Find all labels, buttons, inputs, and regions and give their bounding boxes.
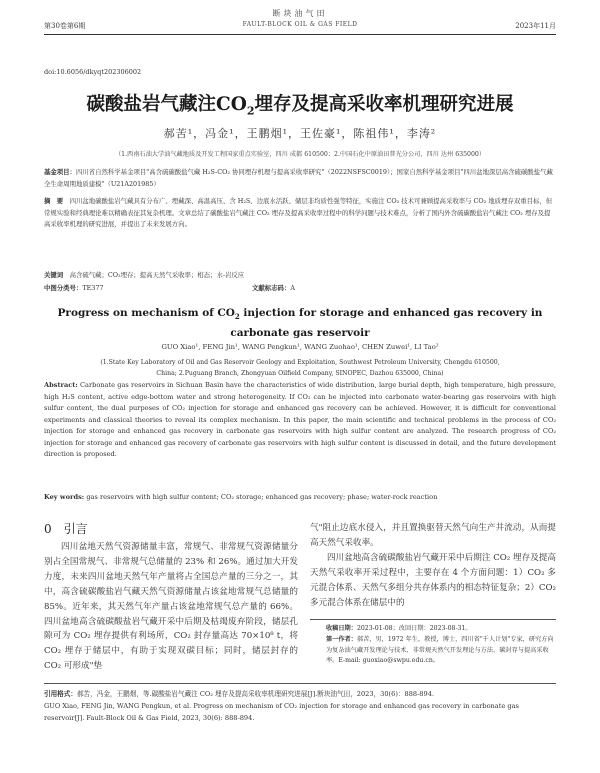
document-code: 文献标志码：A bbox=[252, 284, 295, 292]
abstract-en: Abstract: Carbonate gas reservoirs in Sichuan Basin have the characteristics of wide distribution, large burial depth, high temperature, high pressure, high H₂S content, active edge-bottom water and strong heterogeneity. If CO₂ can be injected into carbonate water-bearing gas reservoirs with high sulfur content, the dual purposes of CO₂ injection for storage and enhanced gas recovery can be achieved. However, it is difficult for conventional experiments and classical theories to reveal its complex mechanism. In this paper, the main scientific and technical problems in the process of CO₂ injection for storage and enhanced gas recovery in carbonate gas reservoirs with high sulfur content are analyzed. The research progress of CO₂ injection for storage and enhanced gas recovery of carbonate gas reservoirs with high sulfur content is discussed in detail, and the future development direction is proposed. bbox=[44, 381, 556, 458]
footnote: 收稿日期：2023-01-08；改回日期：2023-08-31。 第一作者：郝苦，男，1972 年生，教授，博士，四川省"千人计划"专家，研究方向为复杂油气藏开发理论与技术、非常规天然气开发理论与方法、碳封存与提高采收率。E-mail: guoxiao@swpu.edu.cn。 bbox=[326, 625, 554, 665]
fund-info: 基金项目：四川省自然科学基金项目"高含硫碳酸盐气藏 H₂S-CO₂ 协同埋存机理与提高采收率研究"（2022NSFSC0019）；国家自然科学基金项目"四川盆地深层高含硫碳酸盐气藏全生命周期地质建模"（U21A201985） bbox=[44, 168, 553, 188]
doi: doi:10.6056/dkyqt202306002 bbox=[44, 68, 142, 76]
body-text-left-column: 四川盆地天然气资源储量丰富，常规气、非常规气资源储量分别占全国常规气、非常规气总储量的 23% 和 26%。通过加大开发力度，未来四川盆地天然气年产量将占全国总产量的三分之一，其中，高含硫碳酸盐岩气藏天然气资源储量占该盆地常规气总储量的 85%。近年来，其天然气年产量占该盆地常规气总产量的 66%。四川盆地高含硫碳酸盐岩气藏开采中后期及枯竭废弃阶段，储层孔隙可为 CO₂ 埋存提供有利场所，CO₂ 封存量高达 70×10⁸ t，将 CO₂ 埋存于储层中，有助于实现双碳目标；同时，储层封存的 CO₂ 可形成"垫 bbox=[44, 542, 298, 672]
article-title-en: Progress on mechanism of $CO_2$ injection for storage and enhanced gas recovery in carbonate gas reservoir bbox=[57, 307, 543, 340]
header-rule bbox=[44, 34, 556, 35]
body-text-right-column-paragraph: 四川盆地高含硫碳酸盐岩气藏开采中后期注 CO₂ 埋存及提高天然气采收率开采过程中，主要存在 4 个方面问题：1）CO₂ 多元混合体系、天然气多组分共存体系内的相态特征复杂；2）CO₂ 多元混合体系在储层中的 bbox=[310, 553, 556, 608]
citation-rule bbox=[44, 683, 556, 684]
section-heading-introduction: 0 引言 bbox=[44, 522, 88, 536]
volume-issue: 第30卷第6期 bbox=[44, 22, 86, 30]
journal-name-en: FAULT-BLOCK OIL & GAS FIELD bbox=[242, 21, 358, 28]
affiliations-en: (1.State Key Laboratory of Oil and Gas Reservoir Geology and Exploitation, Southwest Petroleum University, Chengdu 610500, China; 2.Puguang Branch, Zhongyuan Oilfield Company, SINOPEC, Dazhou 635000, China) bbox=[100, 359, 500, 377]
abstract-cn: 摘 要 四川盆地碳酸盐岩气藏具有分布广、埋藏深、高温高压、含 H₂S、边底水活跃、储层非均质性强等特征，实施注 CO₂ 技术可兼顾提高采收率与 CO₂ 地质埋存双重目标，但常规实验和经典理论难以精确表征其复杂机理。文章总结了碳酸盐岩气藏注 CO₂ 埋存及提高采收率过程中的科学问题与技术难点，分析了国内外含硫碳酸盐岩气藏注 CO₂ 埋存及提高采收率机理的研究进展，并提出了未来发展方向。 bbox=[44, 197, 553, 229]
body-text-right-column-continuation: 气"阻止边底水侵入，并且置换驱替天然气向生产井流动，从而提高天然气采收率。 bbox=[310, 523, 556, 548]
article-title-cn: 碳酸盐岩气藏注$CO_2$埋存及提高采收率机理研究进展 bbox=[86, 94, 514, 118]
footnote-rule bbox=[310, 619, 556, 620]
keywords-cn: 关键词 高含硫气藏；CO₂埋存；提高天然气采收率；相态；水-岩反应 bbox=[44, 271, 245, 279]
clc-number: 中图分类号：TE377 bbox=[44, 284, 104, 292]
affiliations-cn: （1.西南石油大学油气藏地质及开发工程国家重点实验室，四川 成都 610500；2.中国石化中原油田普光分公司，四川 达州 635000） bbox=[114, 151, 486, 158]
citation-format: 引用格式：郝苦，冯金，王鹏烟，等.碳酸盐岩气藏注 CO₂ 埋存及提高采收率机理研究进展[J].断块油气田，2023，30(6)：888-894. GUO Xiao, FENG Jin, WANG Pengkun, et al. Progress on mechanism of CO₂ injection for storage and enhanced gas recovery in carbonate gas reservoir[J]. Fault-Block Oil & Gas Field, 2023, 30(6): 888-894. bbox=[44, 690, 519, 722]
authors-en: GUO Xiao¹, FENG Jin¹, WANG Pengkun¹, WANG Zuohao¹, CHEN Zuwei¹, LI Tao² bbox=[161, 343, 439, 351]
journal-name-cn: 断块油气田 bbox=[272, 9, 328, 18]
publication-date: 2023年11月 bbox=[515, 22, 556, 30]
authors-cn: 郝苦¹，冯金¹，王鹏烟¹，王佐豪¹，陈祖伟¹，李涛² bbox=[163, 127, 437, 140]
keywords-en: Key words: gas reservoirs with high sulfur content; CO₂ storage; enhanced gas recovery; phase; water-rock reaction bbox=[44, 493, 438, 501]
